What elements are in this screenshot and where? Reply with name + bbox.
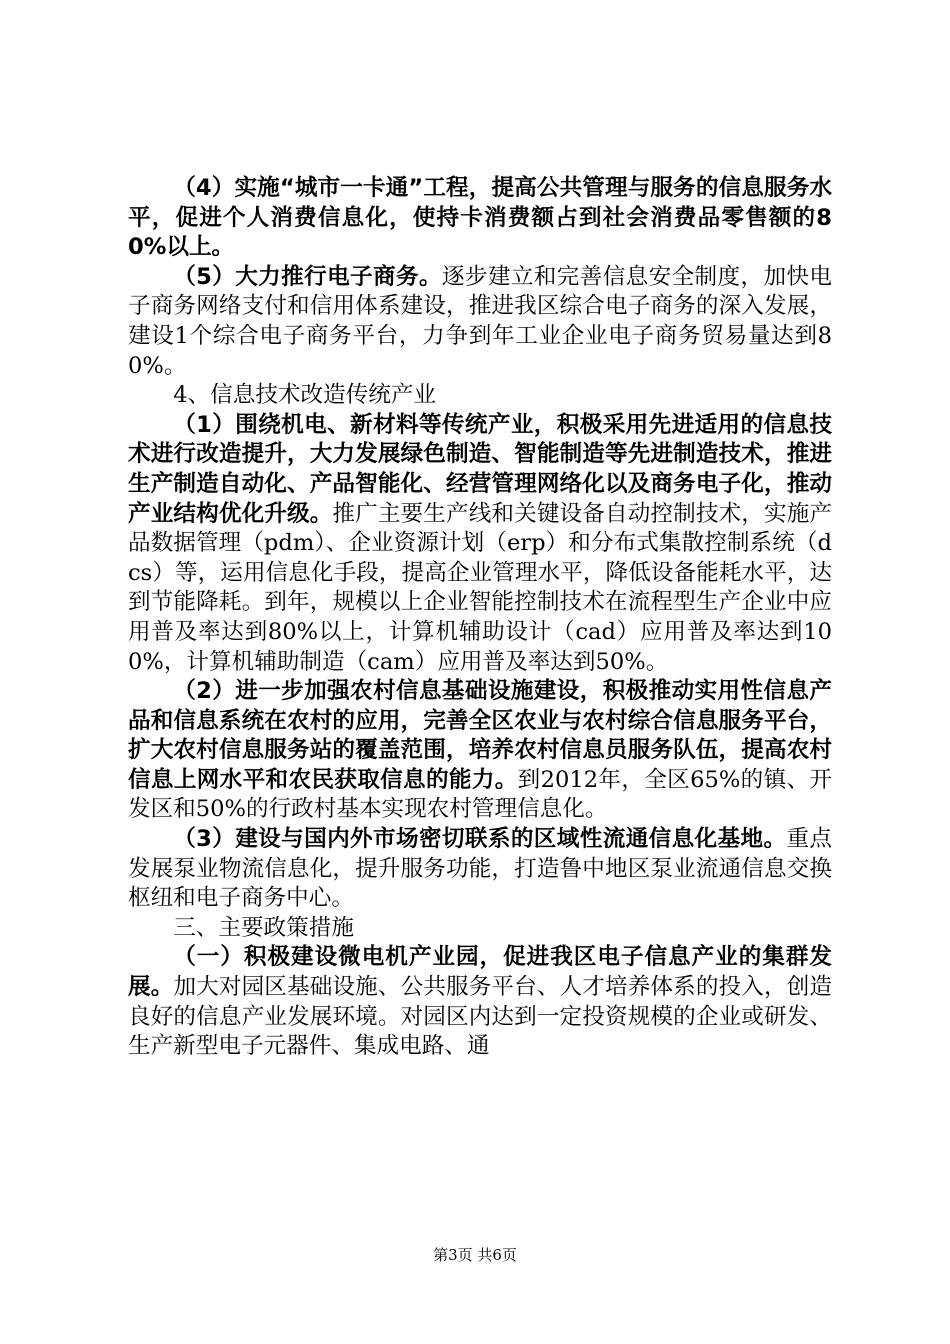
document-body [128, 174, 832, 1062]
paragraph-rural-info [128, 677, 832, 825]
paragraph-traditional-industry [128, 411, 832, 677]
section-heading-policy [128, 914, 832, 944]
paragraph-text: 逐步建立和完善信息安全制度，加快电子商务网络支付和信用体系建设，推进我区综合电子商务的深入发展，建设1个综合电子商务平台，力争到年工业企业电子商务贸易量达到80%。 [128, 263, 832, 379]
paragraph-text: 到2012年，全区65%的镇、开发区和50%的行政村基本实现农村管理信息化。 [128, 766, 833, 823]
paragraph-city-card [128, 174, 832, 263]
paragraph-industrial-park [128, 943, 832, 1061]
paragraph-e-commerce [128, 263, 832, 381]
paragraph-bold-text: （一）积极建设微电机产业园，促进我区电子信息产业的集群发展。 [128, 944, 832, 1001]
page-footer: 第3页 共6页 [433, 1246, 517, 1264]
paragraph-bold-text: （2）进一步加强农村信息基础设施建设，积极推动实用性信息产品和信息系统在农村的应用，完善全区农业与农村综合信息服务平台，扩大农村信息服务站的覆盖范围，培养农村信息员服务队伍，提高农村信息上网水平和农民获取信息的能力。 [128, 678, 832, 793]
paragraph-text: 三、主要政策措施 [173, 914, 354, 941]
paragraph-bold-text: （5）大力推行电子商务。 [173, 263, 442, 290]
paragraph-text: 加大对园区基础设施、公共服务平台、人才培养体系的投入，创造良好的信息产业发展环境。对园区内达到一定投资规模的企业或研发、生产新型电子元器件、集成电路、通 [128, 974, 833, 1060]
paragraph-bold-text: （4）实施“城市一卡通”工程，提高公共管理与服务的信息服务水平，促进个人消费信息化，使持卡消费额占到社会消费品零售额的80%以上。 [128, 175, 832, 261]
paragraph-logistics-base [128, 825, 832, 914]
paragraph-text: 推广主要生产线和关键设备自动控制技术，实施产品数据管理（pdm）、企业资源计划（erp）和分布式集散控制系统（dcs）等，运用信息化手段，提高企业管理水平，降低设备能耗水平，达到节能降耗。到年，规模以上企业智能控制技术在流程型生产企业中应用普及率达到80%以上，计算机辅助设计（cad）应用普及率达到100%，计算机辅助制造（cam）应用普及率达到50%。 [128, 500, 832, 675]
section-heading-it-transform [128, 381, 832, 411]
paragraph-bold-text: （3）建设与国内外市场密切联系的区域性流通信息化基地。 [173, 826, 787, 853]
paragraph-text: 4、信息技术改造传统产业 [173, 382, 437, 409]
paragraph-bold-text: （1）围绕机电、新材料等传统产业，积极采用先进适用的信息技术进行改造提升，大力发展绿色制造、智能制造等先进制造技术，推进生产制造自动化、产品智能化、经营管理网络化以及商务电子化，推动产业结构优化升级。 [128, 411, 832, 527]
paragraph-text: 重点发展泵业物流信息化，提升服务功能，打造鲁中地区泵业流通信息交换枢纽和电子商务中心。 [128, 826, 832, 912]
